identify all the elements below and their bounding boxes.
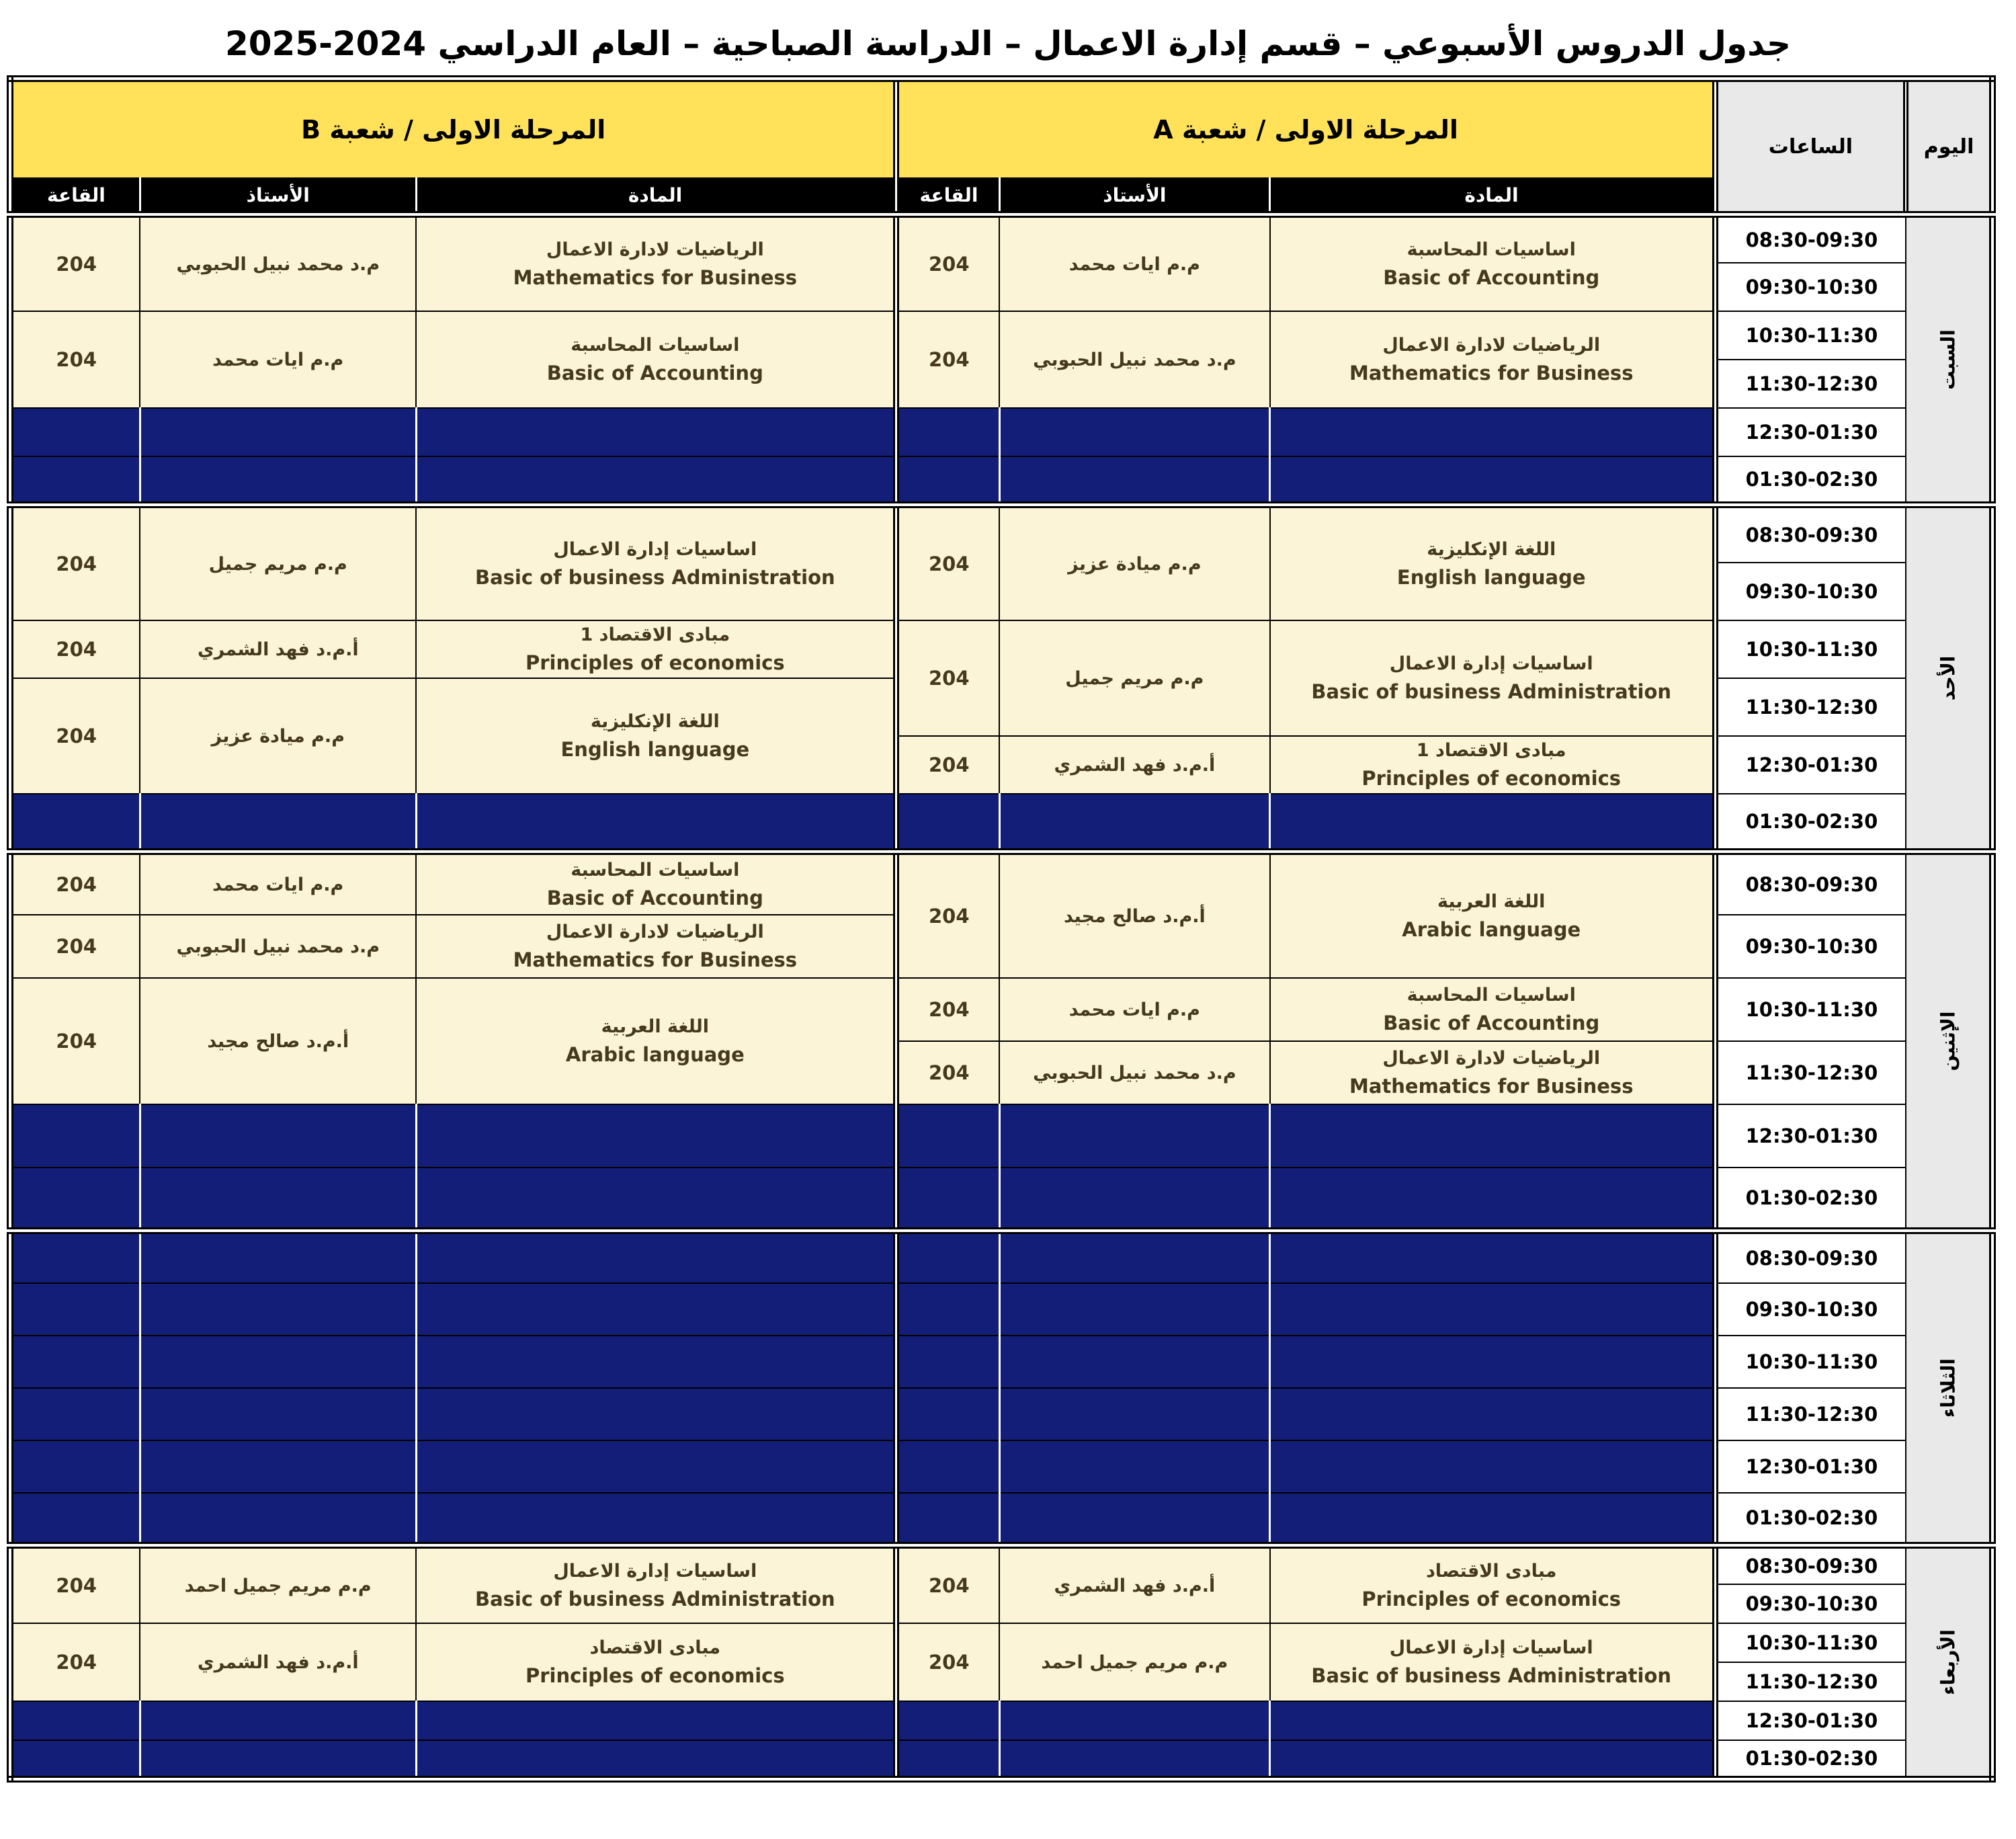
empty-slot [140,456,416,505]
class-professor: م.م مريم جميل احمد [140,1545,416,1623]
empty-slot [10,408,140,456]
empty-slot [896,1283,999,1336]
schedule-row [10,1493,1992,1545]
subject-english: Principles of economics [1361,766,1622,790]
day-label: السبت [1937,329,1960,390]
class-subject [1270,214,1715,311]
day-cell [1906,505,1992,852]
subject-english: Basic of business Administration [1311,1664,1672,1687]
empty-slot [140,1104,416,1168]
empty-slot [140,1283,416,1336]
class-room: 204 [896,1545,999,1623]
class-professor: م.م ايات محمد [999,978,1270,1041]
time-slot: 12:30-01:30 [1715,408,1906,456]
schedule-row [10,1440,1992,1493]
subject-arabic: مبادى الاقتصاد 1 [580,624,730,646]
time-slot: 12:30-01:30 [1715,1440,1906,1493]
time-slot: 09:30-10:30 [1715,563,1906,620]
time-slot: 09:30-10:30 [1715,263,1906,311]
schedule-row [10,1623,1992,1662]
empty-slot [999,1388,1270,1440]
empty-slot [1270,1168,1715,1231]
time-slot: 01:30-02:30 [1715,1740,1906,1779]
schedule-row [10,794,1992,852]
empty-slot [896,1740,999,1779]
class-subject [1270,1041,1715,1104]
subject-english: Basic of Accounting [1383,1011,1600,1034]
class-subject [1270,1545,1715,1623]
time-slot: 09:30-10:30 [1715,915,1906,978]
empty-slot [416,1493,896,1545]
class-subject [1270,1623,1715,1701]
empty-slot [416,794,896,852]
class-subject [1270,505,1715,620]
time-slot: 01:30-02:30 [1715,794,1906,852]
empty-slot [1270,1336,1715,1388]
col-header-professor-a: الأستاذ [999,178,1270,214]
empty-slot [1270,1701,1715,1740]
time-slot: 10:30-11:30 [1715,978,1906,1041]
subject-english: Basic of Accounting [546,886,763,909]
empty-slot [10,1336,140,1388]
class-subject [1270,311,1715,408]
class-professor: م.م ايات محمد [999,214,1270,311]
empty-slot [10,1440,140,1493]
schedule-row [10,1231,1992,1283]
empty-slot [896,456,999,505]
subject-english: Basic of business Administration [474,1587,835,1610]
subject-arabic: اساسيات إدارة الاعمال [553,1561,757,1582]
class-room: 204 [10,978,140,1104]
time-slot: 10:30-11:30 [1715,311,1906,360]
empty-slot [140,794,416,852]
empty-slot [1270,1740,1715,1779]
time-slot: 08:30-09:30 [1715,505,1906,563]
empty-slot [999,794,1270,852]
empty-slot [10,1168,140,1231]
time-slot: 11:30-12:30 [1715,678,1906,736]
day-label: الثلاثاء [1937,1358,1960,1418]
time-slot: 08:30-09:30 [1715,214,1906,263]
class-room: 204 [896,505,999,620]
class-subject [416,620,896,678]
day-cell [1906,1545,1992,1779]
subject-english: Basic of Accounting [1383,265,1600,289]
class-room: 204 [10,1545,140,1623]
page-title: جدول الدروس الأسبوعي – قسم إدارة الاعمال – الدراسة الصباحية – العام الدراسي 2024-2025 [224,24,1792,63]
class-professor: م.م ايات محمد [140,311,416,408]
time-slot: 11:30-12:30 [1715,1388,1906,1440]
class-subject [416,978,896,1104]
empty-slot [896,1701,999,1740]
time-slot: 11:30-12:30 [1715,360,1906,408]
subject-arabic: الرياضيات لادارة الاعمال [546,239,764,261]
subject-english: Basic of business Administration [1311,680,1672,703]
subject-arabic: مبادى الاقتصاد 1 [1416,740,1566,762]
schedule-row [10,1701,1992,1740]
class-professor: أ.م.د صالح مجيد [999,852,1270,978]
subject-arabic: اساسيات إدارة الاعمال [1389,1637,1593,1659]
schedule-row [10,852,1992,915]
class-room: 204 [896,1623,999,1701]
empty-slot [416,1283,896,1336]
time-slot: 12:30-01:30 [1715,736,1906,794]
time-slot: 09:30-10:30 [1715,1283,1906,1336]
class-room: 204 [10,915,140,978]
class-professor: م.د محمد نبيل الحبوبي [999,311,1270,408]
col-header-subject-b: المادة [416,178,896,214]
subject-english: English language [1396,565,1586,589]
schedule-row [10,1104,1992,1168]
subject-arabic: الرياضيات لادارة الاعمال [546,922,764,943]
subject-arabic: اللغة الإنكليزية [1427,539,1556,561]
time-slot: 10:30-11:30 [1715,1336,1906,1388]
empty-slot [999,1231,1270,1283]
subject-english: Principles of economics [526,1664,785,1687]
schedule-row [10,1336,1992,1388]
day-label: الأحد [1937,655,1960,701]
col-header-room-a: القاعة [896,178,999,214]
empty-slot [416,1168,896,1231]
empty-slot [10,1493,140,1545]
subject-english: Arabic language [565,1043,745,1066]
subject-arabic: اللغة العربية [601,1016,710,1038]
empty-slot [999,456,1270,505]
time-slot: 01:30-02:30 [1715,1493,1906,1545]
subject-arabic: اللغة العربية [1437,891,1546,913]
time-slot: 01:30-02:30 [1715,456,1906,505]
class-professor: م.م مريم جميل [999,620,1270,736]
empty-slot [896,408,999,456]
day-column-header: اليوم [1906,79,1992,214]
schedule-row [10,1168,1992,1231]
empty-slot [10,456,140,505]
class-professor: م.م ميادة عزيز [140,678,416,794]
subject-english: Mathematics for Business [513,265,798,289]
class-professor: م.د محمد نبيل الحبوبي [140,915,416,978]
class-room: 204 [10,1623,140,1701]
empty-slot [140,1701,416,1740]
empty-slot [10,1388,140,1440]
schedule-row [10,408,1992,456]
schedule-row [10,620,1992,678]
class-room: 204 [10,620,140,678]
schedule-row [10,311,1992,360]
empty-slot [140,408,416,456]
subject-arabic: الرياضيات لادارة الاعمال [1382,1048,1601,1069]
time-slot: 10:30-11:30 [1715,1623,1906,1662]
empty-slot [416,456,896,505]
class-subject [416,678,896,794]
time-slot: 10:30-11:30 [1715,620,1906,678]
class-room: 204 [896,736,999,794]
schedule-row [10,1283,1992,1336]
subject-english: Mathematics for Business [513,948,798,971]
class-room: 204 [896,1041,999,1104]
time-slot: 01:30-02:30 [1715,1168,1906,1231]
schedule-row [10,1388,1992,1440]
subject-english: English language [560,737,750,761]
empty-slot [999,408,1270,456]
empty-slot [896,1168,999,1231]
empty-slot [140,1740,416,1779]
class-professor: م.د محمد نبيل الحبوبي [140,214,416,311]
empty-slot [140,1168,416,1231]
schedule-body [10,214,1992,1779]
class-subject [416,311,896,408]
empty-slot [416,408,896,456]
subject-english: Mathematics for Business [1349,1074,1634,1098]
class-professor: م.د محمد نبيل الحبوبي [999,1041,1270,1104]
empty-slot [999,1168,1270,1231]
class-professor: م.م مريم جميل احمد [999,1623,1270,1701]
class-room: 204 [896,311,999,408]
class-room: 204 [10,505,140,620]
section-b-header: المرحلة الاولى / شعبة B [10,79,896,178]
time-slot: 08:30-09:30 [1715,1231,1906,1283]
day-label: الأربعاء [1937,1629,1960,1695]
class-professor: م.م ايات محمد [140,852,416,915]
subject-english: Mathematics for Business [1349,361,1634,384]
section-a-header: المرحلة الاولى / شعبة A [896,79,1715,178]
day-label: الإثنين [1937,1011,1960,1071]
class-subject [1270,620,1715,736]
class-room: 204 [896,852,999,978]
empty-slot [896,1440,999,1493]
class-subject [1270,852,1715,978]
class-subject [1270,736,1715,794]
class-subject [416,1545,896,1623]
empty-slot [999,1701,1270,1740]
empty-slot [999,1336,1270,1388]
empty-slot [999,1493,1270,1545]
empty-slot [10,1104,140,1168]
empty-slot [896,1388,999,1440]
empty-slot [999,1440,1270,1493]
empty-slot [1270,1388,1715,1440]
day-cell [1906,1231,1992,1545]
subject-english: Basic of Accounting [546,361,763,384]
time-slot: 08:30-09:30 [1715,1545,1906,1584]
col-header-professor-b: الأستاذ [140,178,416,214]
empty-slot [896,1336,999,1388]
empty-slot [10,1740,140,1779]
empty-slot [416,1440,896,1493]
class-room: 204 [896,620,999,736]
class-professor: أ.م.د فهد الشمري [140,620,416,678]
class-subject [416,1623,896,1701]
empty-slot [1270,1283,1715,1336]
col-header-room-b: القاعة [10,178,140,214]
empty-slot [416,1701,896,1740]
empty-slot [896,1104,999,1168]
time-slot: 12:30-01:30 [1715,1104,1906,1168]
empty-slot [999,1283,1270,1336]
time-slot: 11:30-12:30 [1715,1662,1906,1701]
empty-slot [1270,1440,1715,1493]
class-subject [416,214,896,311]
empty-slot [140,1440,416,1493]
empty-slot [416,1336,896,1388]
schedule-row [10,978,1992,1041]
schedule-page [7,0,2009,1783]
subject-english: Principles of economics [526,651,785,674]
empty-slot [896,1493,999,1545]
empty-slot [896,1231,999,1283]
class-room: 204 [896,214,999,311]
empty-slot [1270,1104,1715,1168]
subject-arabic: اللغة الإنكليزية [590,711,720,733]
schedule-row [10,456,1992,505]
class-professor: أ.م.د فهد الشمري [999,1545,1270,1623]
class-professor: أ.م.د فهد الشمري [140,1623,416,1701]
empty-slot [416,1231,896,1283]
day-cell [1906,214,1992,505]
subject-english: Basic of business Administration [474,565,835,589]
empty-slot [140,1336,416,1388]
col-header-subject-a: المادة [1270,178,1715,214]
empty-slot [1270,1493,1715,1545]
empty-slot [416,1740,896,1779]
time-slot: 08:30-09:30 [1715,852,1906,915]
class-subject [416,505,896,620]
class-professor: م.م ميادة عزيز [999,505,1270,620]
empty-slot [999,1104,1270,1168]
class-room: 204 [10,311,140,408]
class-room: 204 [10,852,140,915]
subject-arabic: اساسيات المحاسبة [571,335,740,356]
subject-arabic: اساسيات المحاسبة [1406,985,1576,1006]
subject-arabic: الرياضيات لادارة الاعمال [1382,335,1601,356]
schedule-row [10,1545,1992,1584]
class-subject [1270,978,1715,1041]
subject-arabic: مبادى الاقتصاد [1425,1561,1557,1582]
class-professor: أ.م.د فهد الشمري [999,736,1270,794]
empty-slot [10,1701,140,1740]
empty-slot [1270,456,1715,505]
empty-slot [416,1388,896,1440]
subject-arabic: مبادى الاقتصاد [589,1637,721,1659]
class-professor: أ.م.د صالح مجيد [140,978,416,1104]
empty-slot [1270,1231,1715,1283]
empty-slot [140,1231,416,1283]
schedule-row [10,214,1992,263]
empty-slot [10,1283,140,1336]
time-slot: 12:30-01:30 [1715,1701,1906,1740]
empty-slot [1270,408,1715,456]
empty-slot [10,794,140,852]
empty-slot [10,1231,140,1283]
empty-slot [1270,794,1715,852]
schedule-row [10,505,1992,563]
schedule-table [7,75,1996,1783]
subject-english: Principles of economics [1361,1587,1622,1610]
empty-slot [140,1388,416,1440]
class-subject [416,915,896,978]
time-slot: 09:30-10:30 [1715,1584,1906,1623]
subject-arabic: اساسيات المحاسبة [571,860,740,881]
hours-column-header: الساعات [1715,79,1906,214]
time-slot: 11:30-12:30 [1715,1041,1906,1104]
class-professor: م.م مريم جميل [140,505,416,620]
empty-slot [140,1493,416,1545]
class-room: 204 [10,214,140,311]
subject-arabic: اساسيات إدارة الاعمال [553,539,757,561]
class-room: 204 [10,678,140,794]
class-room: 204 [896,978,999,1041]
subject-arabic: اساسيات المحاسبة [1406,239,1576,261]
empty-slot [896,794,999,852]
day-cell [1906,852,1992,1231]
subject-arabic: اساسيات إدارة الاعمال [1389,653,1593,675]
class-subject [416,852,896,915]
empty-slot [416,1104,896,1168]
empty-slot [999,1740,1270,1779]
schedule-row [10,1740,1992,1779]
subject-english: Arabic language [1402,917,1581,941]
